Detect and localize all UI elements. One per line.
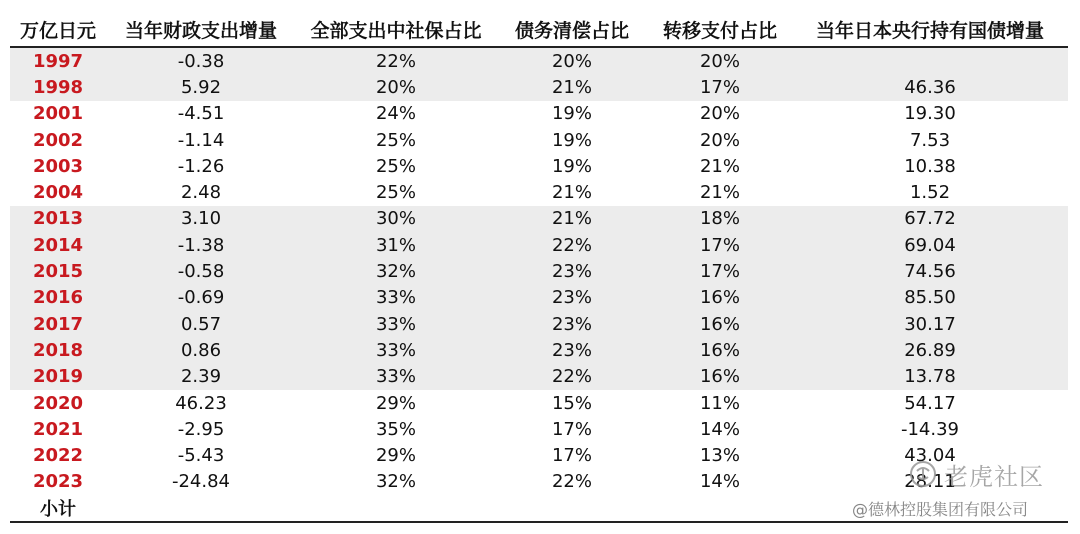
subtotal-label: 小计 [10, 495, 106, 522]
tiger-logo-icon [908, 459, 938, 489]
year-cell: 2003 [32, 155, 84, 177]
year-cell: 2004 [32, 182, 84, 204]
year-cell: 2021 [32, 418, 84, 440]
subtotal-empty-cell [648, 495, 792, 522]
year-cell: 2002 [32, 129, 84, 151]
subtotal-empty-cell [296, 495, 496, 522]
header-unit: 万亿日元 [10, 12, 106, 47]
spending-increase-cell: -1.26 [177, 155, 225, 177]
debt-share-cell: 23% [496, 337, 648, 363]
boj-increase-cell: 46.36 [792, 74, 1068, 100]
social-share-cell: 33% [296, 311, 496, 337]
transfer-share-cell: 20% [699, 103, 740, 125]
spending-increase-cell: 46.23 [175, 392, 227, 414]
boj-increase-cell: 30.17 [792, 311, 1068, 337]
debt-share-cell: 22% [496, 364, 648, 390]
transfer-share-cell: 13% [699, 445, 740, 467]
subtotal-empty-cell [496, 495, 648, 522]
table-row [10, 47, 1068, 74]
year-cell: 1998 [10, 74, 106, 100]
social-share-cell: 29% [375, 392, 416, 414]
watermark [908, 457, 1044, 491]
fiscal-data-table [10, 12, 1068, 523]
debt-share-cell: 15% [551, 392, 592, 414]
social-share-cell: 31% [296, 232, 496, 258]
debt-share-cell: 20% [496, 47, 648, 74]
transfer-share-cell: 11% [699, 392, 740, 414]
transfer-share-cell: 14% [699, 418, 740, 440]
boj-increase-cell: 19.30 [904, 103, 956, 125]
boj-increase-cell: 74.56 [792, 258, 1068, 284]
spending-increase-cell: 0.86 [106, 337, 296, 363]
transfer-share-cell: 17% [648, 232, 792, 258]
table-row [10, 232, 1068, 258]
boj-increase-cell [792, 47, 1068, 74]
social-share-cell: 33% [296, 337, 496, 363]
social-share-cell: 32% [296, 258, 496, 284]
header-spending-increase: 当年财政支出增量 [106, 12, 296, 47]
boj-increase-cell: 54.17 [904, 392, 956, 414]
table-body [10, 47, 1068, 522]
spending-increase-cell: 2.39 [106, 364, 296, 390]
spending-increase-cell: -2.95 [177, 418, 225, 440]
year-cell: 2023 [32, 471, 84, 493]
header-social-security-share: 全部支出中社保占比 [296, 12, 496, 47]
boj-increase-cell: 85.50 [792, 285, 1068, 311]
debt-share-cell: 21% [496, 206, 648, 232]
year-cell: 1997 [10, 47, 106, 74]
spending-increase-cell: -1.38 [106, 232, 296, 258]
transfer-share-cell: 17% [648, 74, 792, 100]
spending-increase-cell: -4.51 [177, 103, 225, 125]
social-share-cell: 29% [375, 445, 416, 467]
spending-increase-cell: -0.69 [106, 285, 296, 311]
table-row [10, 179, 1068, 205]
table-row [10, 258, 1068, 284]
year-cell: 2022 [32, 445, 84, 467]
transfer-share-cell: 16% [648, 311, 792, 337]
table-row [10, 101, 1068, 127]
boj-increase-cell: 1.52 [909, 182, 951, 204]
boj-increase-cell: 7.53 [909, 129, 951, 151]
source-credit: @德林控股集团有限公司 [852, 500, 1029, 519]
year-cell: 2018 [10, 337, 106, 363]
debt-share-cell: 22% [496, 232, 648, 258]
boj-increase-cell: 69.04 [792, 232, 1068, 258]
year-cell: 2016 [10, 285, 106, 311]
spending-increase-cell: 2.48 [180, 182, 222, 204]
social-share-cell: 33% [296, 285, 496, 311]
debt-share-cell: 21% [551, 182, 592, 204]
table-row [10, 206, 1068, 232]
debt-share-cell: 19% [551, 155, 592, 177]
transfer-share-cell: 16% [648, 364, 792, 390]
table-row [10, 285, 1068, 311]
debt-share-cell: 17% [551, 445, 592, 467]
table-row [10, 311, 1068, 337]
spending-increase-cell: -0.38 [106, 47, 296, 74]
boj-increase-cell: 43.04 [904, 445, 956, 467]
social-share-cell: 22% [296, 47, 496, 74]
year-cell: 2017 [10, 311, 106, 337]
transfer-share-cell: 14% [699, 471, 740, 493]
transfer-share-cell: 18% [648, 206, 792, 232]
social-share-cell: 25% [375, 155, 416, 177]
table-row [10, 416, 1068, 442]
spending-increase-cell: -24.84 [171, 471, 231, 493]
social-share-cell: 30% [296, 206, 496, 232]
boj-increase-cell: -14.39 [900, 418, 960, 440]
social-share-cell: 25% [375, 182, 416, 204]
social-share-cell: 33% [296, 364, 496, 390]
debt-share-cell: 23% [496, 285, 648, 311]
year-cell: 2013 [10, 206, 106, 232]
table-row [10, 127, 1068, 153]
header-boj-jgb-increase: 当年日本央行持有国债增量 [792, 12, 1068, 47]
table-row [10, 390, 1068, 416]
header-transfer-share: 转移支付占比 [648, 12, 792, 47]
table-row [10, 153, 1068, 179]
debt-share-cell: 19% [551, 103, 592, 125]
watermark-text: 老虎社区 [944, 462, 1044, 491]
transfer-share-cell: 16% [648, 285, 792, 311]
social-share-cell: 32% [375, 471, 416, 493]
boj-increase-cell: 26.89 [792, 337, 1068, 363]
spending-increase-cell: -1.14 [177, 129, 225, 151]
debt-share-cell: 21% [496, 74, 648, 100]
social-share-cell: 25% [375, 129, 416, 151]
social-share-cell: 20% [296, 74, 496, 100]
spending-increase-cell: 0.57 [106, 311, 296, 337]
social-share-cell: 24% [375, 103, 416, 125]
transfer-share-cell: 21% [699, 182, 740, 204]
year-cell: 2001 [32, 103, 84, 125]
transfer-share-cell: 16% [648, 337, 792, 363]
subtotal-empty-cell [106, 495, 296, 522]
table-header-row [10, 12, 1068, 47]
transfer-share-cell: 20% [699, 129, 740, 151]
debt-share-cell: 23% [496, 311, 648, 337]
spending-increase-cell: -5.43 [177, 445, 225, 467]
year-cell: 2020 [32, 392, 84, 414]
year-cell: 2019 [10, 364, 106, 390]
debt-share-cell: 22% [551, 471, 592, 493]
boj-increase-cell: 67.72 [792, 206, 1068, 232]
boj-increase-cell: 10.38 [904, 155, 956, 177]
table-row [10, 364, 1068, 390]
year-cell: 2014 [10, 232, 106, 258]
table-row [10, 74, 1068, 100]
boj-increase-cell: 13.78 [792, 364, 1068, 390]
debt-share-cell: 19% [551, 129, 592, 151]
boj-increase-cell: 28.11 [904, 471, 956, 493]
year-cell: 2015 [10, 258, 106, 284]
spending-increase-cell: 3.10 [106, 206, 296, 232]
debt-share-cell: 23% [496, 258, 648, 284]
social-share-cell: 35% [375, 418, 416, 440]
table-row [10, 337, 1068, 363]
spending-increase-cell: 5.92 [106, 74, 296, 100]
transfer-share-cell: 20% [648, 47, 792, 74]
transfer-share-cell: 21% [699, 155, 740, 177]
transfer-share-cell: 17% [648, 258, 792, 284]
debt-share-cell: 17% [551, 418, 592, 440]
header-debt-service-share: 债务清偿占比 [496, 12, 648, 47]
spending-increase-cell: -0.58 [106, 258, 296, 284]
